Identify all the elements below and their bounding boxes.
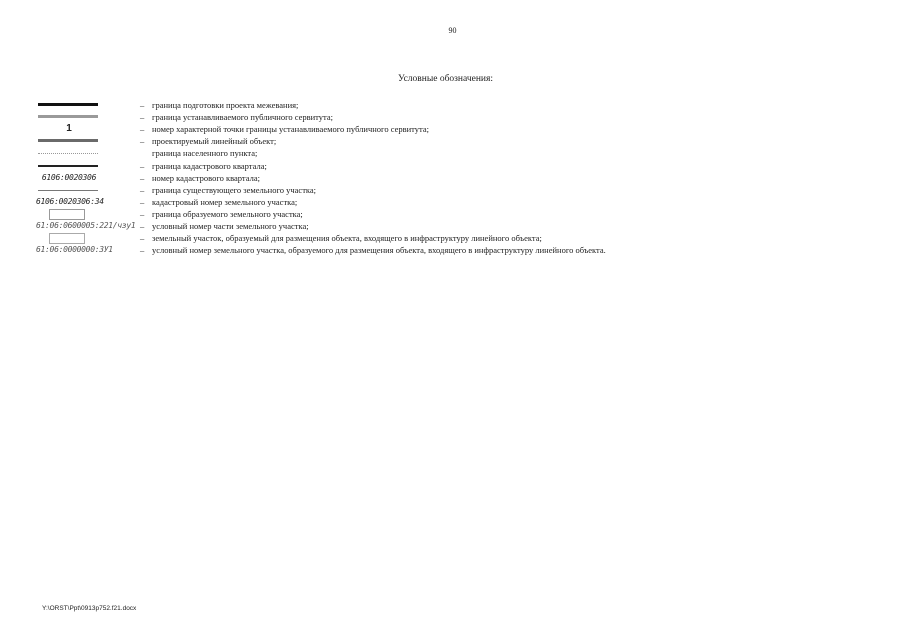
legend-item-text: номер кадастрового квартала; bbox=[152, 172, 260, 183]
legend-item-text: номер характерной точки границы устанавливаемого публичного сервитута; bbox=[152, 124, 429, 135]
legend-title: Условные обозначения: bbox=[398, 74, 494, 84]
part-number-symbol: 61:06:0600005:221/чзу1 bbox=[36, 220, 136, 230]
legend-item-text: граница населенного пункта; bbox=[152, 148, 258, 159]
legend-item-linear-object: – проектируемый линейный объект; bbox=[36, 135, 102, 147]
legend-item-text: граница устанавливаемого публичного сервитута; bbox=[152, 112, 333, 123]
cadastral-number-symbol: 6106:0020306:34 bbox=[36, 196, 104, 206]
gray-thick-line-symbol bbox=[36, 135, 102, 147]
legend-item-text: граница кадастрового квартала; bbox=[152, 160, 267, 171]
legend-item-quarter-boundary: – граница кадастрового квартала; bbox=[36, 159, 102, 171]
legend-item-text: кадастровый номер земельного участка; bbox=[152, 196, 298, 207]
legend-item-servitude-boundary: – граница устанавливаемого публичного сервитута; bbox=[36, 111, 102, 123]
page-number: 90 bbox=[448, 26, 457, 35]
legend-item-cadastral-number: 6106:0020306:34 – кадастровый номер земельного участка; bbox=[36, 196, 298, 207]
box-outline-symbol bbox=[36, 208, 102, 220]
legend-item-text: проектируемый линейный объект; bbox=[152, 136, 277, 147]
legend-item-text: условный номер части земельного участка; bbox=[152, 220, 309, 231]
file-path-footer: Y:\ORST\Ppt\0913p752.f21.docx bbox=[42, 605, 137, 612]
legend-item-text: граница существующего земельного участка; bbox=[152, 184, 317, 195]
quarter-number-symbol: 6106:0020306 bbox=[41, 172, 97, 182]
legend-item-infrastructure-plot: – земельный участок, образуемый для размещения объекта, входящего в инфраструктуру линейного объекта; bbox=[36, 232, 102, 244]
gray-double-line-symbol bbox=[36, 111, 102, 123]
thick-black-line-symbol bbox=[36, 99, 102, 111]
plot-number-symbol: 61:06:0000000:3У1 bbox=[36, 245, 113, 255]
thin-line-symbol bbox=[36, 184, 102, 196]
dotted-line-symbol bbox=[36, 147, 102, 159]
legend-item-text: земельный участок, образуемый для размещения объекта, входящего в инфраструктуру линейного объекта; bbox=[152, 233, 542, 244]
point-number-symbol: 1 bbox=[66, 123, 72, 135]
legend-item-part-number: 61:06:0600005:221/чзу1 – условный номер части земельного участка; bbox=[36, 220, 309, 231]
legend-item-quarter-number: 6106:0020306 – номер кадастрового квартала; bbox=[36, 172, 102, 184]
legend-item-text: граница подготовки проекта межевания; bbox=[152, 100, 299, 111]
black-line-symbol bbox=[36, 160, 102, 172]
legend-item-existing-plot-boundary: – граница существующего земельного участка; bbox=[36, 184, 102, 196]
legend-item-survey-boundary: – граница подготовки проекта межевания; bbox=[36, 99, 102, 111]
legend-list bbox=[36, 99, 606, 256]
legend-item-new-plot-boundary: – граница образуемого земельного участка; bbox=[36, 208, 102, 220]
legend-item-text: граница образуемого земельного участка; bbox=[152, 208, 303, 219]
legend-item-text: условный номер земельного участка, образуемого для размещения объекта, входящего в инфраструктуру линейного объекта. bbox=[152, 245, 606, 256]
legend-item-point-number: 1 – номер характерной точки границы устанавливаемого публичного сервитута; bbox=[36, 123, 102, 135]
box-outline-symbol bbox=[36, 232, 102, 244]
legend-item-settlement-boundary bbox=[36, 147, 258, 159]
legend-item-infrastructure-plot-number: 61:06:0000000:3У1 – условный номер земельного участка, образуемого для размещения объекта, входящего в инфраструктуру линейного объекта. bbox=[36, 245, 606, 256]
